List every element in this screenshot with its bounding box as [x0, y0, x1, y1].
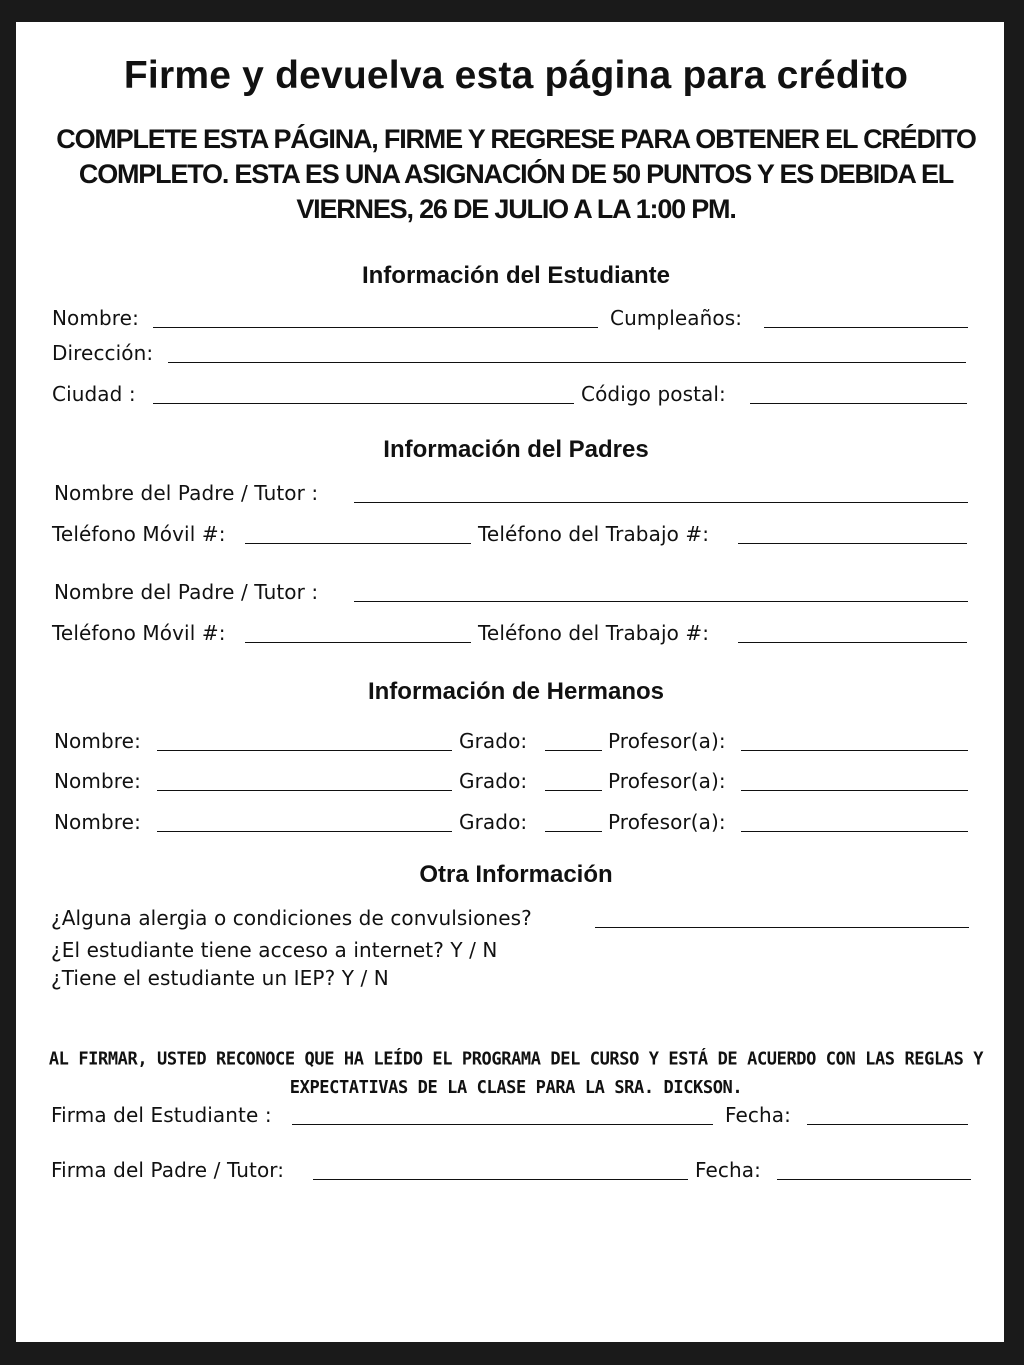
- student-name-field[interactable]: [153, 327, 598, 328]
- page-title: Firme y devuelva esta página para crédito: [123, 54, 909, 97]
- zip-label: Código postal:: [581, 382, 726, 406]
- sibling1-teacher-label: Profesor(a):: [608, 729, 726, 753]
- address-field[interactable]: [168, 362, 966, 363]
- student-signature-label: Firma del Estudiante :: [51, 1103, 272, 1127]
- sibling3-name-label: Nombre:: [54, 810, 141, 834]
- parent1-name-label: Nombre del Padre / Tutor :: [54, 481, 319, 505]
- parent2-work-field[interactable]: [738, 642, 967, 643]
- parent-signature-field[interactable]: [313, 1179, 688, 1180]
- other-info-heading: Otra Información: [419, 861, 613, 888]
- address-label: Dirección:: [52, 341, 154, 365]
- sibling2-teacher-label: Profesor(a):: [608, 769, 726, 793]
- parent1-work-field[interactable]: [738, 543, 967, 544]
- parent2-name-field[interactable]: [354, 601, 968, 602]
- parent2-mobile-field[interactable]: [245, 642, 471, 643]
- sibling2-teacher-field[interactable]: [741, 790, 968, 791]
- acknowledgement-notice: AL FIRMAR, USTED RECONOCE QUE HA LEÍDO EL PROGRAMA DEL CURSO Y ESTÁ DE ACUERDO CON LAS REGLAS Y EXPECTATIVAS DE LA CLASE PARA LA SRA. DICKSON.: [48, 1048, 984, 1099]
- city-field[interactable]: [153, 403, 574, 404]
- birthday-field[interactable]: [764, 327, 968, 328]
- parent-signature-label: Firma del Padre / Tutor:: [51, 1158, 285, 1182]
- sibling2-name-field[interactable]: [157, 790, 452, 791]
- sibling2-grade-field[interactable]: [545, 790, 602, 791]
- zip-field[interactable]: [750, 403, 967, 404]
- student-signature-field[interactable]: [292, 1124, 713, 1125]
- sibling3-teacher-field[interactable]: [741, 831, 968, 832]
- student-date-label: Fecha:: [725, 1103, 791, 1127]
- sibling3-teacher-label: Profesor(a):: [608, 810, 726, 834]
- parents-info-heading: Información del Padres: [383, 436, 649, 463]
- allergy-field[interactable]: [595, 927, 969, 928]
- parent2-work-label: Teléfono del Trabajo #:: [478, 621, 710, 645]
- allergy-question: ¿Alguna alergia o condiciones de convulsiones?: [51, 906, 532, 930]
- sibling3-name-field[interactable]: [157, 831, 452, 832]
- iep-question: ¿Tiene el estudiante un IEP? Y / N: [51, 966, 389, 990]
- siblings-info-heading: Información de Hermanos: [367, 678, 665, 705]
- form-page: [16, 22, 1004, 1342]
- sibling1-name-field[interactable]: [157, 750, 452, 751]
- parent1-work-label: Teléfono del Trabajo #:: [478, 522, 710, 546]
- student-info-heading: Información del Estudiante: [361, 262, 671, 289]
- parent-date-label: Fecha:: [695, 1158, 761, 1182]
- birthday-label: Cumpleaños:: [610, 306, 743, 330]
- sibling1-grade-field[interactable]: [545, 750, 602, 751]
- sibling2-name-label: Nombre:: [54, 769, 141, 793]
- student-name-label: Nombre:: [52, 306, 139, 330]
- parent1-name-field[interactable]: [354, 502, 968, 503]
- sibling3-grade-label: Grado:: [459, 810, 528, 834]
- sibling3-grade-field[interactable]: [545, 831, 602, 832]
- parent2-name-label: Nombre del Padre / Tutor :: [54, 580, 319, 604]
- parent2-mobile-label: Teléfono Móvil #:: [52, 621, 226, 645]
- city-label: Ciudad :: [52, 382, 136, 406]
- student-date-field[interactable]: [807, 1124, 968, 1125]
- instructions-text: COMPLETE ESTA PÁGINA, FIRME Y REGRESE PARA OBTENER EL CRÉDITO COMPLETO. ESTA ES UNA ASIGNACIÓN DE 50 PUNTOS Y ES DEBIDA EL VIERNES, 26 DE JULIO A LA 1:00 PM.: [56, 124, 976, 224]
- parent-date-field[interactable]: [777, 1179, 971, 1180]
- sibling2-grade-label: Grado:: [459, 769, 528, 793]
- internet-question: ¿El estudiante tiene acceso a internet? Y / N: [51, 938, 498, 962]
- parent1-mobile-field[interactable]: [245, 543, 471, 544]
- sibling1-teacher-field[interactable]: [741, 750, 968, 751]
- sibling1-grade-label: Grado:: [459, 729, 528, 753]
- parent1-mobile-label: Teléfono Móvil #:: [52, 522, 226, 546]
- sibling1-name-label: Nombre:: [54, 729, 141, 753]
